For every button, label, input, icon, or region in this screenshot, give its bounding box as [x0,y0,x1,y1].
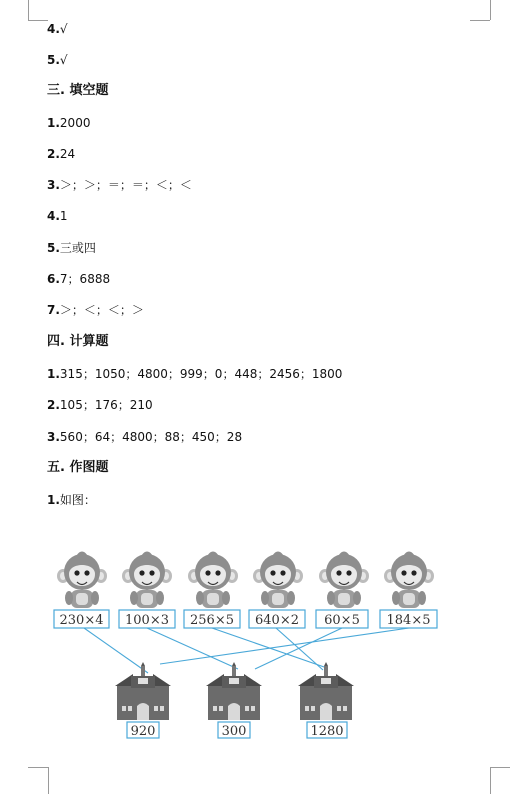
monkey-icon [57,553,107,608]
expression-box [380,610,437,628]
item-number: 7. [47,303,60,317]
section-heading: 五. 作图题 [47,460,109,475]
connector-lines [84,628,409,673]
house-icon [298,662,354,720]
section-heading: 四. 计算题 [47,334,109,349]
house-icon [115,662,171,720]
item-text: ＞；＜；＜；＞ [59,303,144,317]
item-number: 4. [47,209,60,223]
expression-box [249,610,305,628]
item-text: 三或四 [59,241,96,255]
item-text: √ [59,53,68,67]
expression-box [119,610,175,628]
expression-text: 60×5 [324,613,360,628]
item-text: 7；6888 [59,272,111,286]
item-number: 3. [47,178,60,192]
expression-box [54,610,109,628]
item-text: 2000 [59,116,91,130]
monkey-icon [253,553,303,608]
answer-box [218,722,250,739]
item-number: 5. [47,53,60,67]
item-text: ＞；＞；＝；＝；＜；＜ [59,178,192,192]
item-text: 105；176；210 [59,398,153,412]
item-text: 24 [59,147,76,161]
connector-line [160,628,409,664]
item-number: 2. [47,398,60,412]
item-text: 1 [59,209,68,223]
item-text: 315；1050；4800；999；0；448；2456；1800 [59,367,343,381]
expression-box [316,610,368,628]
item-number: 2. [47,147,60,161]
item-text: 如图： [59,493,96,507]
connector-line [276,628,323,670]
answer-text: 920 [130,724,156,739]
house-icon [206,662,262,720]
item-number: 1. [47,116,60,130]
monkey-icon [188,553,238,608]
item-number: 1. [47,493,60,507]
monkey-icon [319,553,369,608]
item-number: 1. [47,367,60,381]
monkey-icon [122,553,172,608]
answer-box [127,722,159,739]
connector-line [84,628,148,673]
expression-text: 640×2 [255,613,299,628]
answer-text: 1280 [310,724,344,739]
expression-text: 256×5 [190,613,234,628]
monkey-icon [384,553,434,608]
item-number: 5. [47,241,60,255]
item-number: 4. [47,22,60,36]
section-heading: 三. 填空题 [47,83,109,98]
expression-text: 184×5 [386,613,431,628]
expression-text: 230×4 [59,613,104,628]
expression-box [184,610,240,628]
answer-box [307,722,347,739]
item-number: 6. [47,272,60,286]
item-text: 560；64；4800；88；450；28 [59,430,243,444]
item-number: 3. [47,430,60,444]
expression-text: 100×3 [125,613,169,628]
item-text: √ [59,22,68,36]
connector-line [147,628,238,669]
answer-text: 300 [221,724,247,739]
